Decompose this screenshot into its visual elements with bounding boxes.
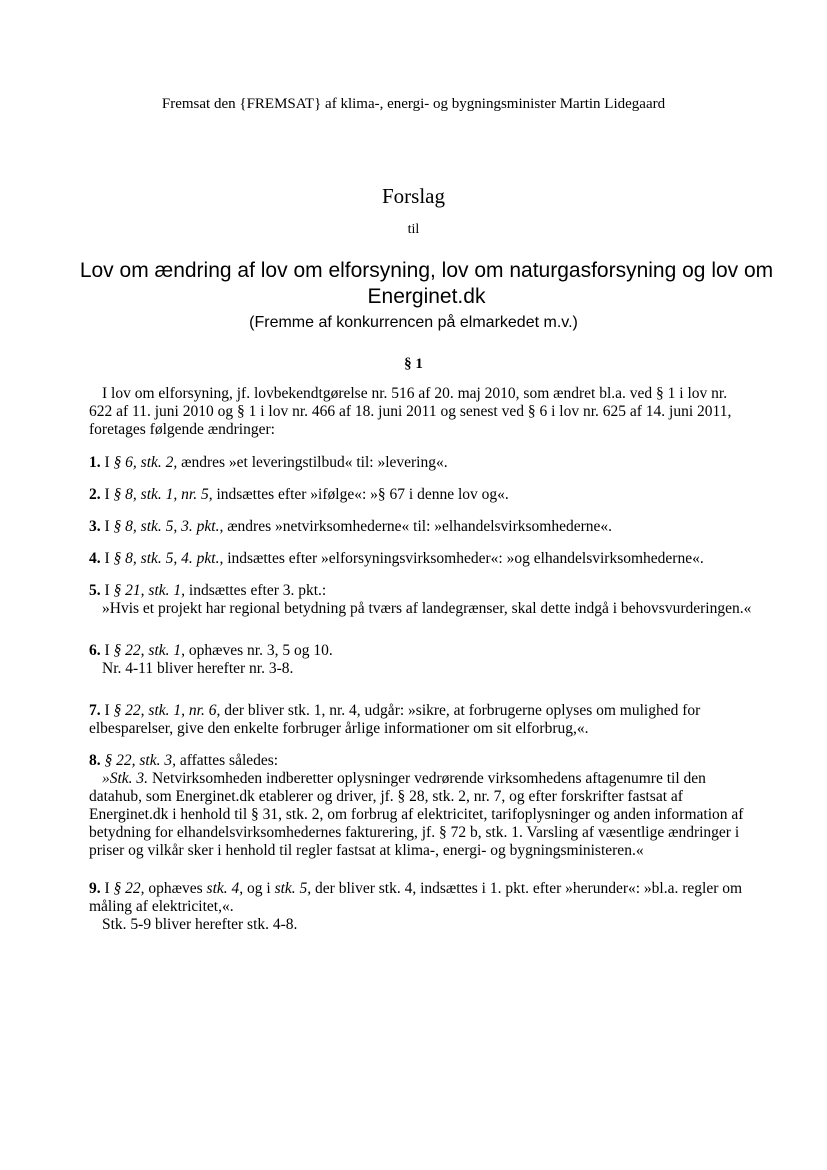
item-text: affattes således: <box>179 752 279 769</box>
section-intro: I lov om elforsyning, jf. lovbekendtgørelse nr. 516 af 20. maj 2010, som ændret bl.a. ved § 1 i lov nr. 622 af 11. juni 2010 og § 1 i lov nr. 466 af 18. juni 2011 og senest ved § 6 i lov nr. 625 af 14. juni 2011, foretages følgende ændringer: <box>89 385 732 438</box>
item-reference: § 21, stk. 1, <box>113 582 186 599</box>
item-6-note: Nr. 4-11 bliver herefter nr. 3-8. <box>102 660 294 677</box>
item-reference: § 8, stk. 1, nr. 5, <box>113 486 213 503</box>
item-text: der bliver stk. 1, nr. 4, udgår: »sikre, at forbrugerne oplyses om mulighed for elbesparelser, give den enkelte forbruger årlige informationer om sit elforbrug,«. <box>89 702 701 737</box>
law-subtitle: (Fremme af konkurrencen på elmarkedet m.v.) <box>249 314 578 331</box>
section-body <box>89 385 754 934</box>
item-9-note: Stk. 5-9 bliver herefter stk. 4-8. <box>102 916 298 933</box>
item-text: ophæves nr. 3, 5 og 10. <box>188 642 333 659</box>
item-number: 5. <box>89 582 101 599</box>
amendment-item-2 <box>89 486 754 504</box>
item-text: ændres »et leveringstilbud« til: »levering«. <box>181 454 448 471</box>
item-prefix: I <box>104 702 110 719</box>
amendment-item-5 <box>89 582 754 600</box>
item-8-quote <box>89 770 754 860</box>
forslag-heading: Forslag <box>382 184 445 208</box>
item-text-a: ophæves <box>148 880 203 897</box>
amendment-item-1 <box>89 454 754 472</box>
item-number: 4. <box>89 550 101 567</box>
item-text: indsættes efter »ifølge«: »§ 67 i denne lov og«. <box>216 486 509 503</box>
amendment-item-8 <box>89 752 754 770</box>
amendment-item-6 <box>89 642 754 660</box>
amendment-item-4 <box>89 550 754 568</box>
item-number: 8. <box>89 752 101 769</box>
item-text: ændres »netvirksomhederne« til: »elhandelsvirksomhederne«. <box>227 518 613 535</box>
item-8-quote-text: Netvirksomheden indberetter oplysninger vedrørende virksomhedens aftagenumre til den datahub, som Energinet.dk etablerer og driver, jf. § 28, stk. 2, nr. 7, og efter forskrifter fastsat af Energinet.dk i henhold til § 31, stk. 2, om forbrug af elektricitet, tarifoplysninger og anden information af betydning for elhandelsvirksomhedernes fakturering, jf. § 72 b, stk. 1. Varsling af væsentlige ændringer i priser og vilkår sker i henhold til regler fastsat at klima-, energi- og bygningsministeren.« <box>89 770 744 859</box>
item-number: 9. <box>89 880 101 897</box>
item-prefix: I <box>104 550 110 567</box>
item-reference-b: stk. 4, <box>206 880 244 897</box>
item-number: 2. <box>89 486 101 503</box>
presented-by-line: Fremsat den {FREMSAT} af klima-, energi- og bygningsminister Martin Lidegaard <box>161 96 666 112</box>
item-reference-c: stk. 5, <box>274 880 312 897</box>
item-reference: § 22, stk. 1, <box>113 642 186 659</box>
stk-label: »Stk. 3. <box>102 770 149 787</box>
item-prefix: I <box>104 582 110 599</box>
item-number: 3. <box>89 518 101 535</box>
item-number: 1. <box>89 454 101 471</box>
item-text-b: og i <box>247 880 271 897</box>
item-reference: § 8, stk. 5, 3. pkt., <box>113 518 224 535</box>
law-title: Lov om ændring af lov om elforsyning, lov om naturgasforsyning og lov om Energinet.dk <box>79 259 774 308</box>
item-prefix: I <box>104 454 110 471</box>
amendment-item-7 <box>89 702 754 738</box>
item-number: 6. <box>89 642 101 659</box>
item-reference: § 22, <box>113 880 145 897</box>
item-reference: § 22, stk. 1, nr. 6, <box>113 702 221 719</box>
til-label: til <box>407 222 420 237</box>
item-number: 7. <box>89 702 101 719</box>
amendment-item-9 <box>89 880 754 916</box>
item-5-quote: »Hvis et projekt har regional betydning på tværs af landegrænser, skal dette indgå i behovsvurderingen.« <box>102 600 752 617</box>
item-reference: § 22, stk. 3, <box>104 752 176 769</box>
item-text: indsættes efter 3. pkt.: <box>188 582 327 599</box>
item-prefix: I <box>104 880 110 897</box>
section-sign: § 1 <box>404 356 423 372</box>
amendment-item-3 <box>89 518 754 536</box>
item-text: indsættes efter »elforsyningsvirksomheder«: »og elhandelsvirksomhederne«. <box>227 550 704 567</box>
item-prefix: I <box>104 518 110 535</box>
item-prefix: I <box>104 486 110 503</box>
item-reference: § 6, stk. 2, <box>113 454 178 471</box>
item-reference: § 8, stk. 5, 4. pkt., <box>113 550 224 567</box>
item-text: der bliver stk. 4, indsættes i 1. pkt. efter »herunder«: »bl.a. regler om måling af elektricitet,«. <box>89 880 743 915</box>
item-prefix: I <box>104 642 110 659</box>
